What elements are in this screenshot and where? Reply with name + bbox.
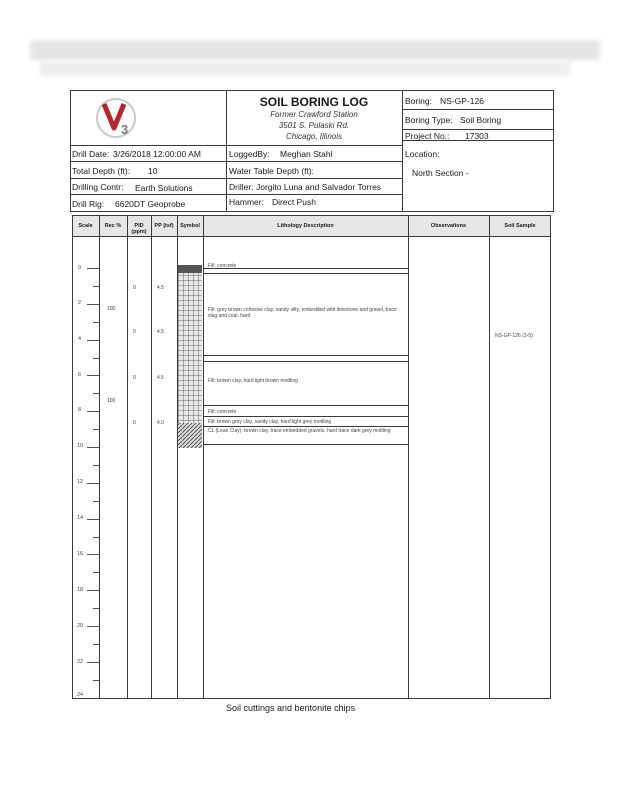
logged-by-value: Meghan Stahl bbox=[280, 149, 333, 159]
scale-tick bbox=[87, 590, 99, 591]
company-logo bbox=[92, 94, 142, 142]
log-title: SOIL BORING LOG bbox=[259, 95, 369, 109]
drill-rig-value: 6620DT Geoprobe bbox=[115, 199, 186, 209]
rule bbox=[70, 145, 403, 146]
site-city: Chicago, Illinois bbox=[285, 132, 343, 141]
scale-label: 6 bbox=[78, 372, 82, 378]
scale-tick bbox=[93, 465, 99, 466]
col-pid: PID (ppm) bbox=[131, 223, 147, 235]
rule bbox=[72, 236, 551, 237]
location-label: Location: bbox=[405, 149, 440, 159]
scale-tick bbox=[93, 286, 99, 287]
pid-value: 0 bbox=[133, 329, 136, 335]
location-value: North Section - bbox=[412, 168, 469, 178]
footer-note: Soil cuttings and bentonite chips bbox=[226, 703, 356, 713]
col-symbol: Symbol bbox=[180, 223, 200, 229]
scale-tick bbox=[87, 411, 99, 412]
layer-boundary bbox=[203, 416, 408, 417]
lithology-text: CL (Lean Clay): brown clay, trace embedded gravels, hard trace dark grey mottling bbox=[208, 428, 391, 434]
col-divider bbox=[408, 215, 409, 699]
boring-type-label: Boring Type: bbox=[405, 115, 453, 125]
scale-tick bbox=[87, 340, 99, 341]
rec-value: 100 bbox=[107, 398, 116, 404]
scale-tick bbox=[93, 644, 99, 645]
rule bbox=[402, 109, 554, 110]
scale-tick bbox=[93, 322, 99, 323]
symbol-fill-clay bbox=[178, 273, 202, 423]
total-depth-label: Total Depth (ft): bbox=[72, 166, 131, 176]
site-name: Former Crawford Station bbox=[270, 110, 358, 119]
pp-value: 4.5 bbox=[157, 375, 164, 381]
scale-tick bbox=[93, 537, 99, 538]
pp-value: 4.5 bbox=[157, 329, 164, 335]
scale-tick bbox=[87, 554, 99, 555]
scale-tick bbox=[93, 572, 99, 573]
lithology-text: Fill: concrete bbox=[208, 263, 237, 269]
scale-label: 16 bbox=[77, 551, 84, 557]
water-table-label: Water Table Depth (ft): bbox=[229, 166, 315, 176]
drill-rig-label: Drill Rig: bbox=[72, 199, 105, 209]
svg-text:3: 3 bbox=[121, 122, 129, 137]
rule bbox=[70, 178, 403, 179]
log-table bbox=[72, 215, 551, 699]
col-scale: Scale bbox=[78, 223, 93, 229]
scale-label: 14 bbox=[77, 515, 84, 521]
boring-value: NS-GP-126 bbox=[440, 96, 484, 106]
rule bbox=[70, 194, 403, 195]
driller-value: Jorgito Luna and Salvador Torres bbox=[256, 182, 382, 192]
layer-boundary bbox=[203, 426, 408, 427]
layer-boundary bbox=[203, 355, 408, 356]
scale-tick bbox=[87, 626, 99, 627]
scale-tick bbox=[93, 393, 99, 394]
col-observations: Observations bbox=[430, 223, 467, 229]
site-address: 3501 S. Pulaski Rd. bbox=[278, 121, 350, 130]
symbol-column bbox=[178, 265, 203, 450]
drill-date-label: Drill Date: bbox=[72, 149, 110, 159]
project-no-value: 17303 bbox=[465, 131, 489, 141]
scale-label: 12 bbox=[77, 479, 84, 485]
scale-tick bbox=[87, 447, 99, 448]
scale-tick bbox=[87, 268, 99, 269]
pid-value: 0 bbox=[133, 420, 136, 426]
scale-label: 22 bbox=[77, 659, 84, 665]
total-depth-value: 10 bbox=[148, 166, 158, 176]
scale-tick bbox=[87, 519, 99, 520]
header-divider-logo bbox=[226, 90, 227, 145]
rule bbox=[226, 145, 227, 212]
col-divider bbox=[203, 215, 204, 699]
rule bbox=[402, 129, 554, 130]
drilling-contr-value: Earth Solutions bbox=[135, 183, 193, 193]
scale-tick bbox=[93, 358, 99, 359]
col-rec: Rec % bbox=[104, 223, 122, 229]
layer-boundary bbox=[203, 273, 408, 274]
lithology-text: Fill: concrete bbox=[208, 409, 237, 415]
scale-tick bbox=[93, 680, 99, 681]
rule bbox=[70, 161, 403, 162]
scale-label: 10 bbox=[77, 443, 84, 449]
layer-boundary bbox=[203, 361, 408, 362]
scale-label: 0 bbox=[78, 265, 82, 271]
scale-tick bbox=[93, 501, 99, 502]
scale-label: 20 bbox=[77, 623, 84, 629]
pp-value: 4.0 bbox=[157, 420, 164, 426]
soil-sample-id: NS-GP-126 (3-5) bbox=[495, 333, 533, 339]
col-divider bbox=[489, 215, 490, 699]
lithology-text: Fill: brown clay, hard light brown mottling bbox=[208, 378, 298, 384]
scale-tick bbox=[87, 375, 99, 376]
scale-tick bbox=[87, 662, 99, 663]
scale-tick bbox=[87, 483, 99, 484]
boring-type-value: Soil Boring bbox=[460, 115, 502, 125]
layer-boundary bbox=[203, 405, 408, 406]
pid-value: 0 bbox=[133, 285, 136, 291]
drill-date-value: 3/26/2018 12:00:00 AM bbox=[113, 149, 201, 159]
hammer-value: Direct Push bbox=[272, 197, 316, 207]
col-divider bbox=[127, 215, 128, 699]
scan-artifact-top bbox=[30, 40, 600, 60]
scan-artifact-top-2 bbox=[40, 62, 570, 76]
scale-label: 8 bbox=[78, 407, 82, 413]
driller-label: Driller: bbox=[229, 182, 254, 192]
scale-label: 2 bbox=[78, 300, 82, 306]
col-divider bbox=[151, 215, 152, 699]
col-pp: PP (tsf) bbox=[154, 223, 174, 229]
logged-by-label: LoggedBy: bbox=[229, 149, 270, 159]
drilling-contr-label: Drilling Contr: bbox=[72, 182, 124, 192]
pp-value: 4.5 bbox=[157, 285, 164, 291]
hammer-label: Hammer: bbox=[229, 197, 264, 207]
scale-tick bbox=[93, 429, 99, 430]
project-no-label: Project No.: bbox=[405, 131, 450, 141]
symbol-fill-concrete bbox=[178, 265, 202, 273]
pid-value: 0 bbox=[133, 375, 136, 381]
col-divider bbox=[99, 215, 100, 699]
boring-label: Boring: bbox=[405, 96, 432, 106]
scale-tick bbox=[93, 608, 99, 609]
layer-boundary bbox=[203, 444, 408, 445]
col-soil-sample: Soil Sample bbox=[504, 223, 536, 229]
scale-label: 24 bbox=[77, 692, 84, 698]
scale-label: 18 bbox=[77, 587, 84, 593]
lithology-text: Fill: brown grey clay, sandy clay, hard light grey mottling bbox=[208, 419, 332, 425]
col-lithology: Lithology Description bbox=[277, 223, 334, 229]
scale-tick bbox=[87, 304, 99, 305]
rec-value: 100 bbox=[107, 306, 116, 312]
lithology-text: Fill: grey brown cohesive clay, sandy silty, embedded with limestone and gravel, trace slag and coal. hard bbox=[208, 307, 397, 319]
symbol-fill-lean-clay bbox=[178, 423, 202, 448]
scale-label: 4 bbox=[78, 336, 82, 342]
